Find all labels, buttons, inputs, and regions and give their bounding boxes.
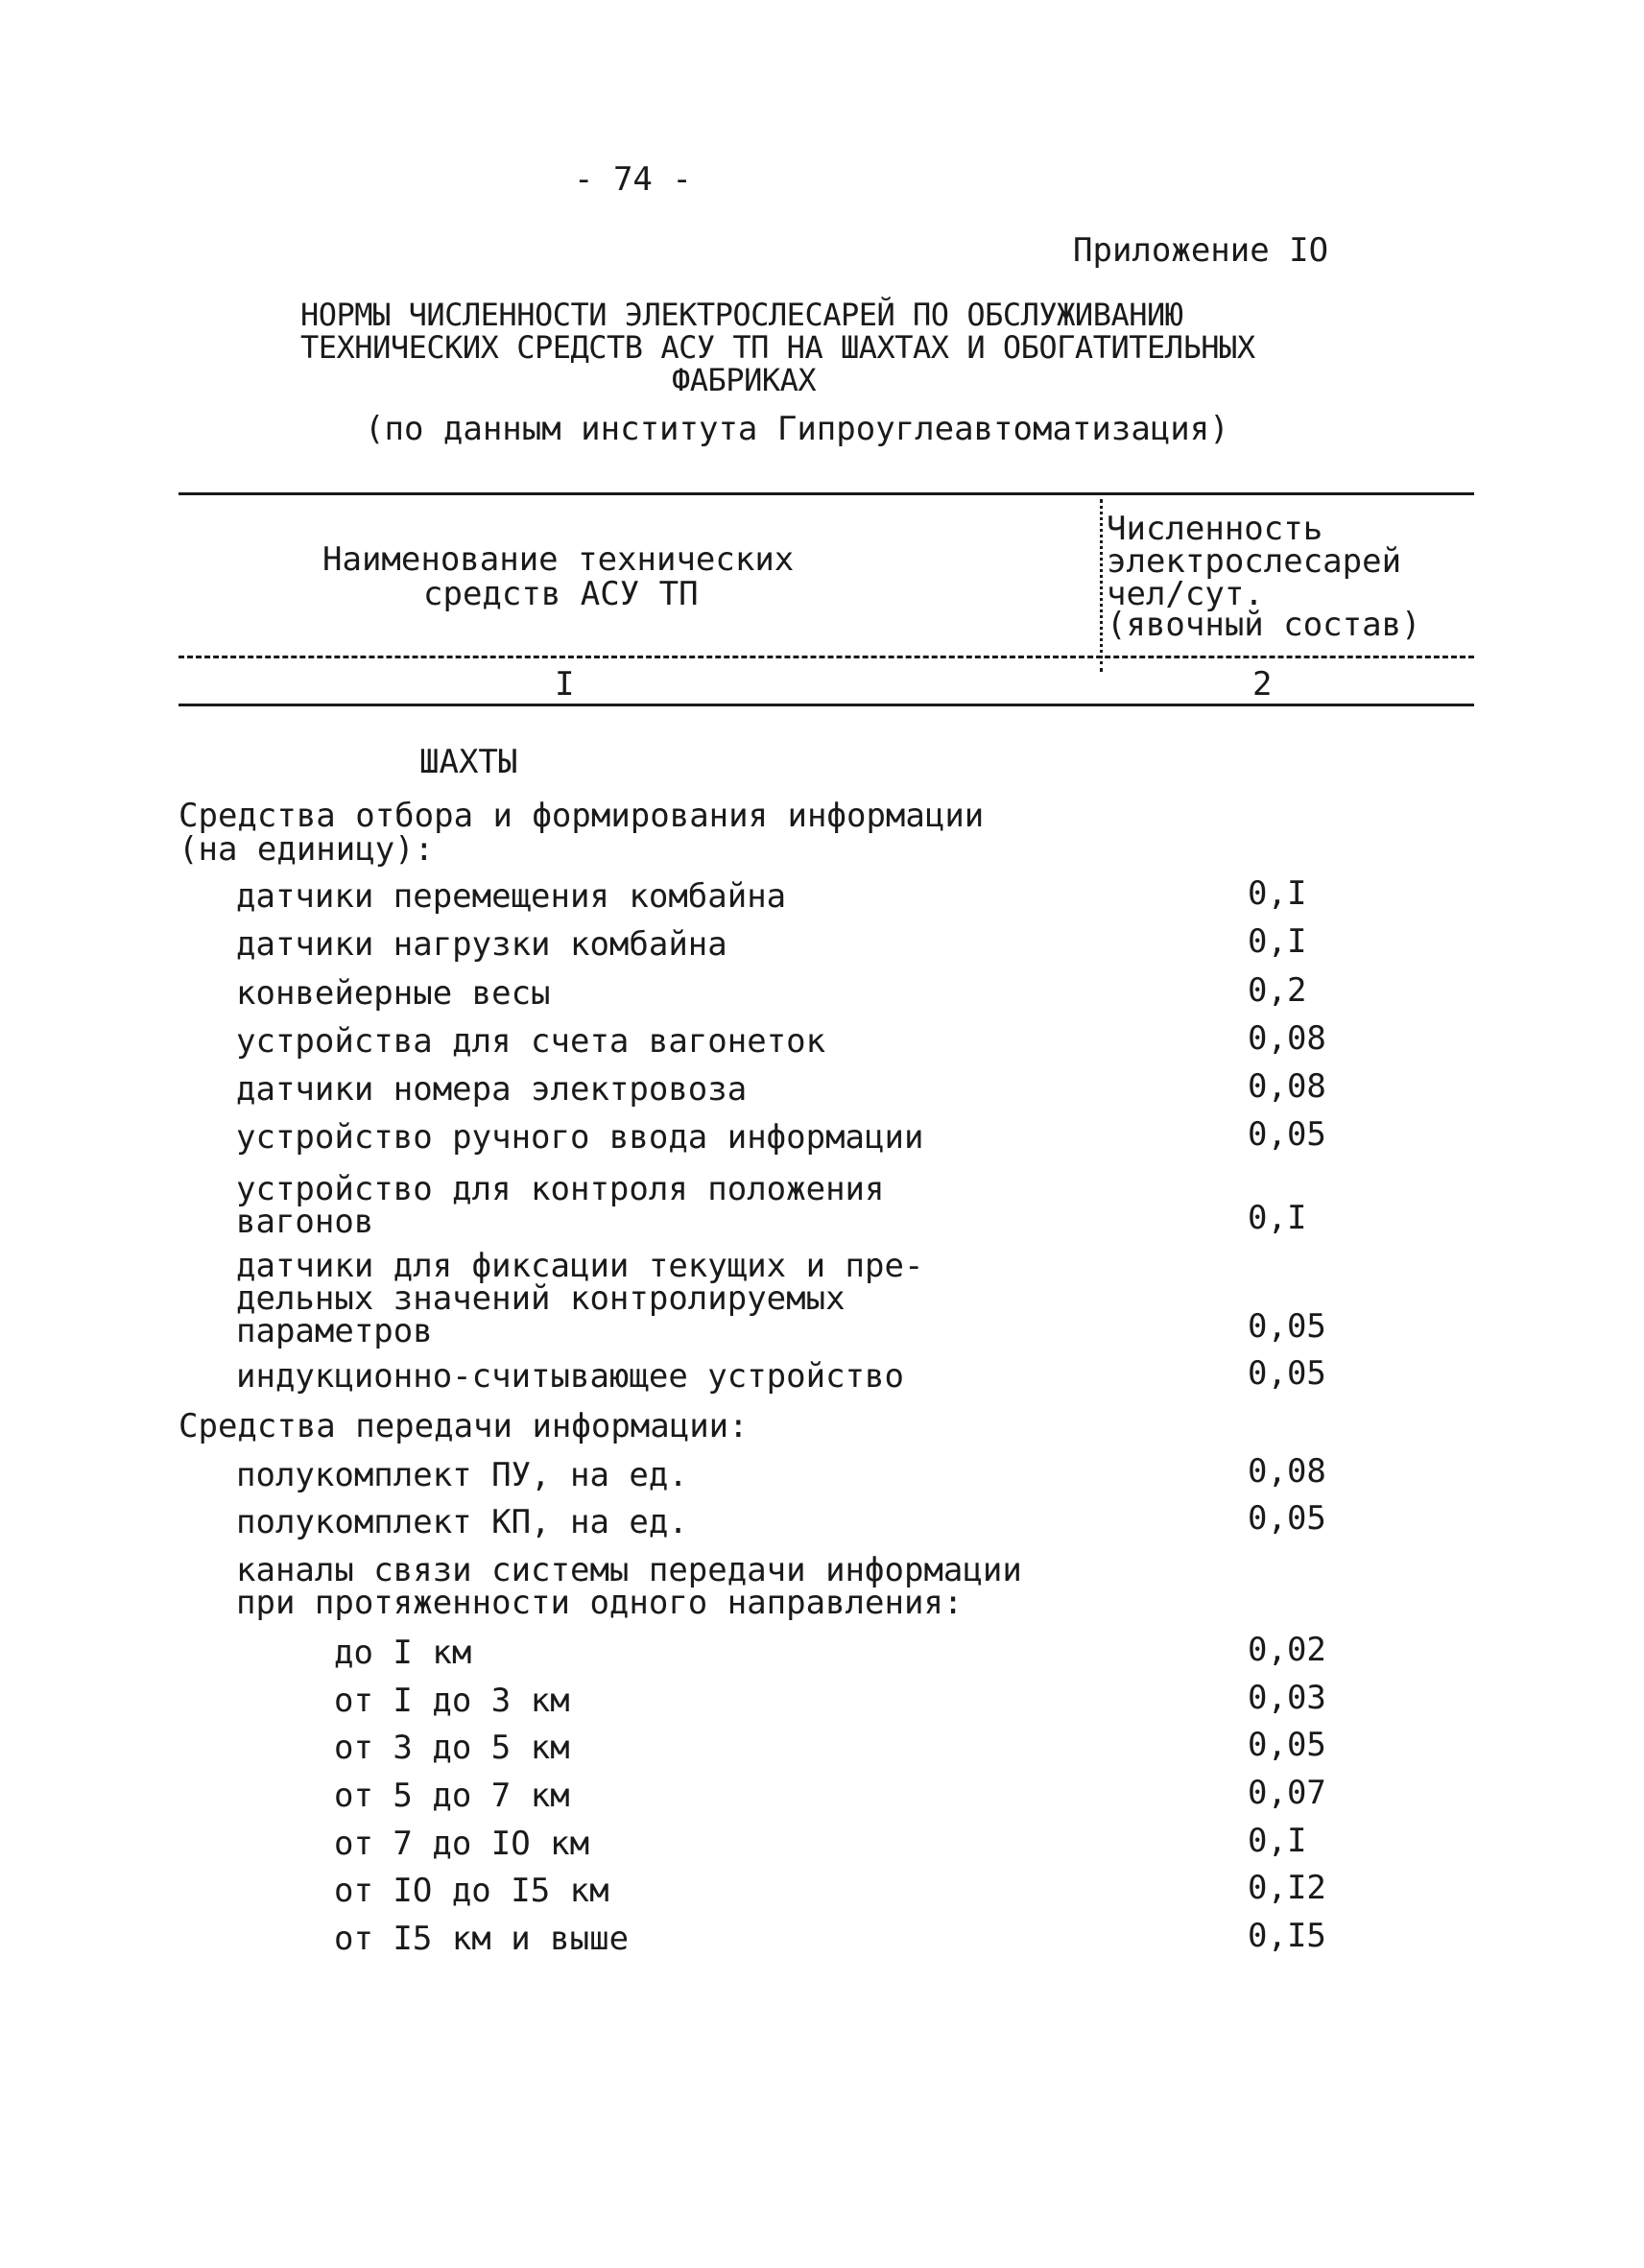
item-label: от 3 до 5 км	[334, 1729, 570, 1767]
col2-header-line: электрослесарей	[1107, 542, 1402, 581]
item-label: датчики номера электровоза	[236, 1070, 748, 1109]
item-value: 0,I5	[1248, 1917, 1326, 1955]
col1-header-line: Наименование технических	[322, 540, 795, 579]
col1-header-line: средств АСУ ТП	[423, 575, 699, 613]
col2-header-line: (явочный состав)	[1107, 606, 1421, 644]
item-value: 0,I	[1248, 1199, 1307, 1237]
item-label: индукционно-считывающее устройство	[236, 1357, 904, 1396]
subgroup-heading: при протяженности одного направления:	[236, 1584, 964, 1622]
item-label: от 5 до 7 км	[334, 1777, 570, 1815]
item-value: 0,08	[1248, 1019, 1326, 1058]
col2-header-line: чел/сут.	[1107, 575, 1264, 613]
page-number: - 74 -	[574, 160, 692, 199]
item-value: 0,05	[1248, 1354, 1326, 1393]
item-value: 0,05	[1248, 1726, 1326, 1764]
item-label: параметров	[236, 1312, 433, 1350]
item-value: 0,03	[1248, 1679, 1326, 1717]
item-value: 0,08	[1248, 1067, 1326, 1106]
item-value: 0,I2	[1248, 1869, 1326, 1907]
item-label: от 7 до IO км	[334, 1825, 590, 1863]
document-subtitle: (по данным института Гипроуглеавтоматизация)	[365, 410, 1229, 448]
item-label: дельных значений контролируемых	[236, 1279, 846, 1318]
item-label: от I5 км и выше	[334, 1920, 630, 1958]
title-line: ТЕХНИЧЕСКИХ СРЕДСТВ АСУ ТП НА ШАХТАХ И ОБОГАТИТЕЛЬНЫХ	[300, 329, 1255, 366]
appendix-label: Приложение IO	[1073, 231, 1329, 270]
item-label: датчики для фиксации текущих и пре-	[236, 1247, 924, 1285]
item-label: устройство для контроля положения	[236, 1170, 885, 1208]
item-label: устройство ручного ввода информации	[236, 1118, 924, 1157]
item-value: 0,I	[1248, 874, 1307, 913]
item-label: конвейерные весы	[236, 974, 551, 1013]
item-label: устройства для счета вагонеток	[236, 1022, 826, 1061]
item-label: датчики перемещения комбайна	[236, 877, 787, 916]
item-label: полукомплект КП, на ед.	[236, 1503, 688, 1541]
top-rule	[179, 492, 1474, 495]
group-heading: Средства передачи информации:	[179, 1407, 749, 1445]
mid-dashed-rule	[179, 656, 1474, 658]
column-divider	[1100, 499, 1103, 672]
item-label: до I км	[334, 1634, 472, 1672]
item-value: 0,05	[1248, 1307, 1326, 1346]
subgroup-heading: каналы связи системы передачи информации	[236, 1551, 1022, 1589]
group-heading: Средства отбора и формирования информации	[179, 797, 985, 835]
item-label: датчики нагрузки комбайна	[236, 925, 727, 964]
bottom-rule	[179, 704, 1474, 706]
section-heading: ШАХТЫ	[419, 743, 518, 781]
item-value: 0,05	[1248, 1499, 1326, 1538]
title-line: НОРМЫ ЧИСЛЕННОСТИ ЭЛЕКТРОСЛЕСАРЕЙ ПО ОБСЛУЖИВАНИЮ	[300, 297, 1183, 333]
item-value: 0,02	[1248, 1631, 1326, 1669]
item-label: от IO до I5 км	[334, 1872, 609, 1910]
col2-header-line: Численность	[1107, 510, 1323, 548]
col2-number: 2	[1252, 665, 1273, 704]
item-value: 0,08	[1248, 1452, 1326, 1491]
item-value: 0,I	[1248, 1822, 1307, 1860]
group-heading: (на единицу):	[179, 830, 435, 869]
title-line: ФАБРИКАХ	[672, 362, 817, 398]
item-value: 0,07	[1248, 1774, 1326, 1812]
item-label: вагонов	[236, 1203, 374, 1241]
col1-number: I	[555, 665, 575, 704]
item-value: 0,05	[1248, 1115, 1326, 1154]
item-value: 0,2	[1248, 971, 1307, 1010]
item-label: от I до 3 км	[334, 1682, 570, 1720]
item-label: полукомплект ПУ, на ед.	[236, 1456, 688, 1494]
item-value: 0,I	[1248, 922, 1307, 961]
